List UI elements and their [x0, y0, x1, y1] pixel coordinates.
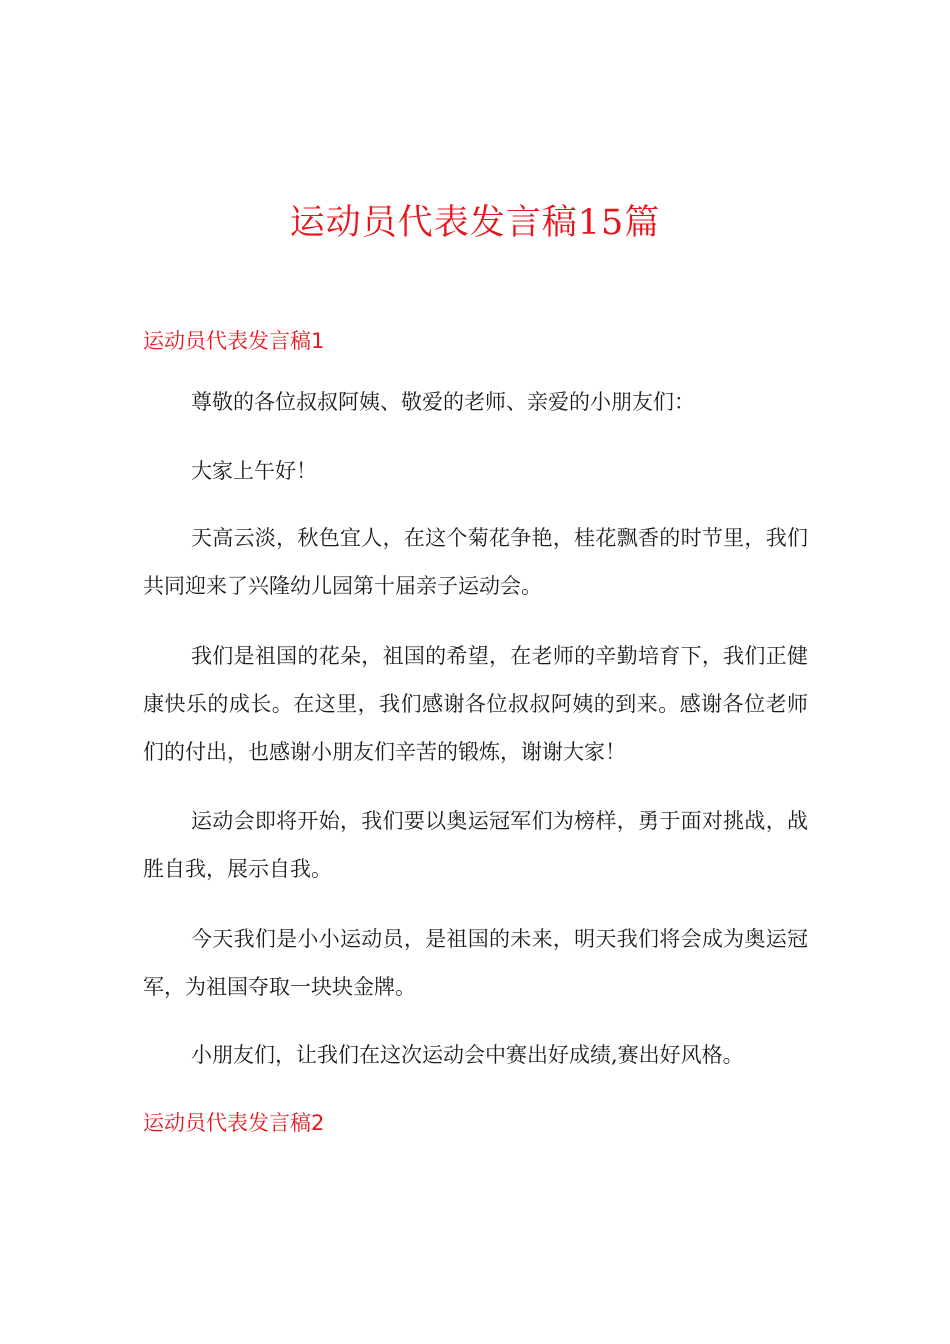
paragraph-closing: 小朋友们，让我们在这次运动会中赛出好成绩,赛出好风格。 [191, 1043, 744, 1067]
document-title: 运动员代表发言稿15篇 [289, 203, 661, 243]
paragraph-autumn: 天高云淡，秋色宜人，在这个菊花争艳，桂花飘香的时节里，我们共同迎来了兴隆幼儿园第十届亲子运动会。 [143, 526, 808, 598]
paragraph-flowers-of-motherland: 我们是祖国的花朵，祖国的希望，在老师的辛勤培育下，我们正健康快乐的成长。在这里，我们感谢各位叔叔阿姨的到来。感谢各位老师们的付出，也感谢小朋友们辛苦的锻炼，谢谢大家！ [143, 644, 808, 764]
paragraph-games-start: 运动会即将开始，我们要以奥运冠军们为榜样，勇于面对挑战，战胜自我，展示自我。 [143, 809, 808, 881]
paragraph-little-athletes: 今天我们是小小运动员，是祖国的未来，明天我们将会成为奥运冠军，为祖国夺取一块块金牌。 [143, 927, 808, 999]
section-heading-1: 运动员代表发言稿1 [143, 329, 325, 353]
paragraph-good-morning: 大家上午好！ [191, 459, 317, 483]
section-heading-2: 运动员代表发言稿2 [143, 1111, 325, 1135]
paragraph-greeting: 尊敬的各位叔叔阿姨、敬爱的老师、亲爱的小朋友们： [191, 390, 695, 414]
